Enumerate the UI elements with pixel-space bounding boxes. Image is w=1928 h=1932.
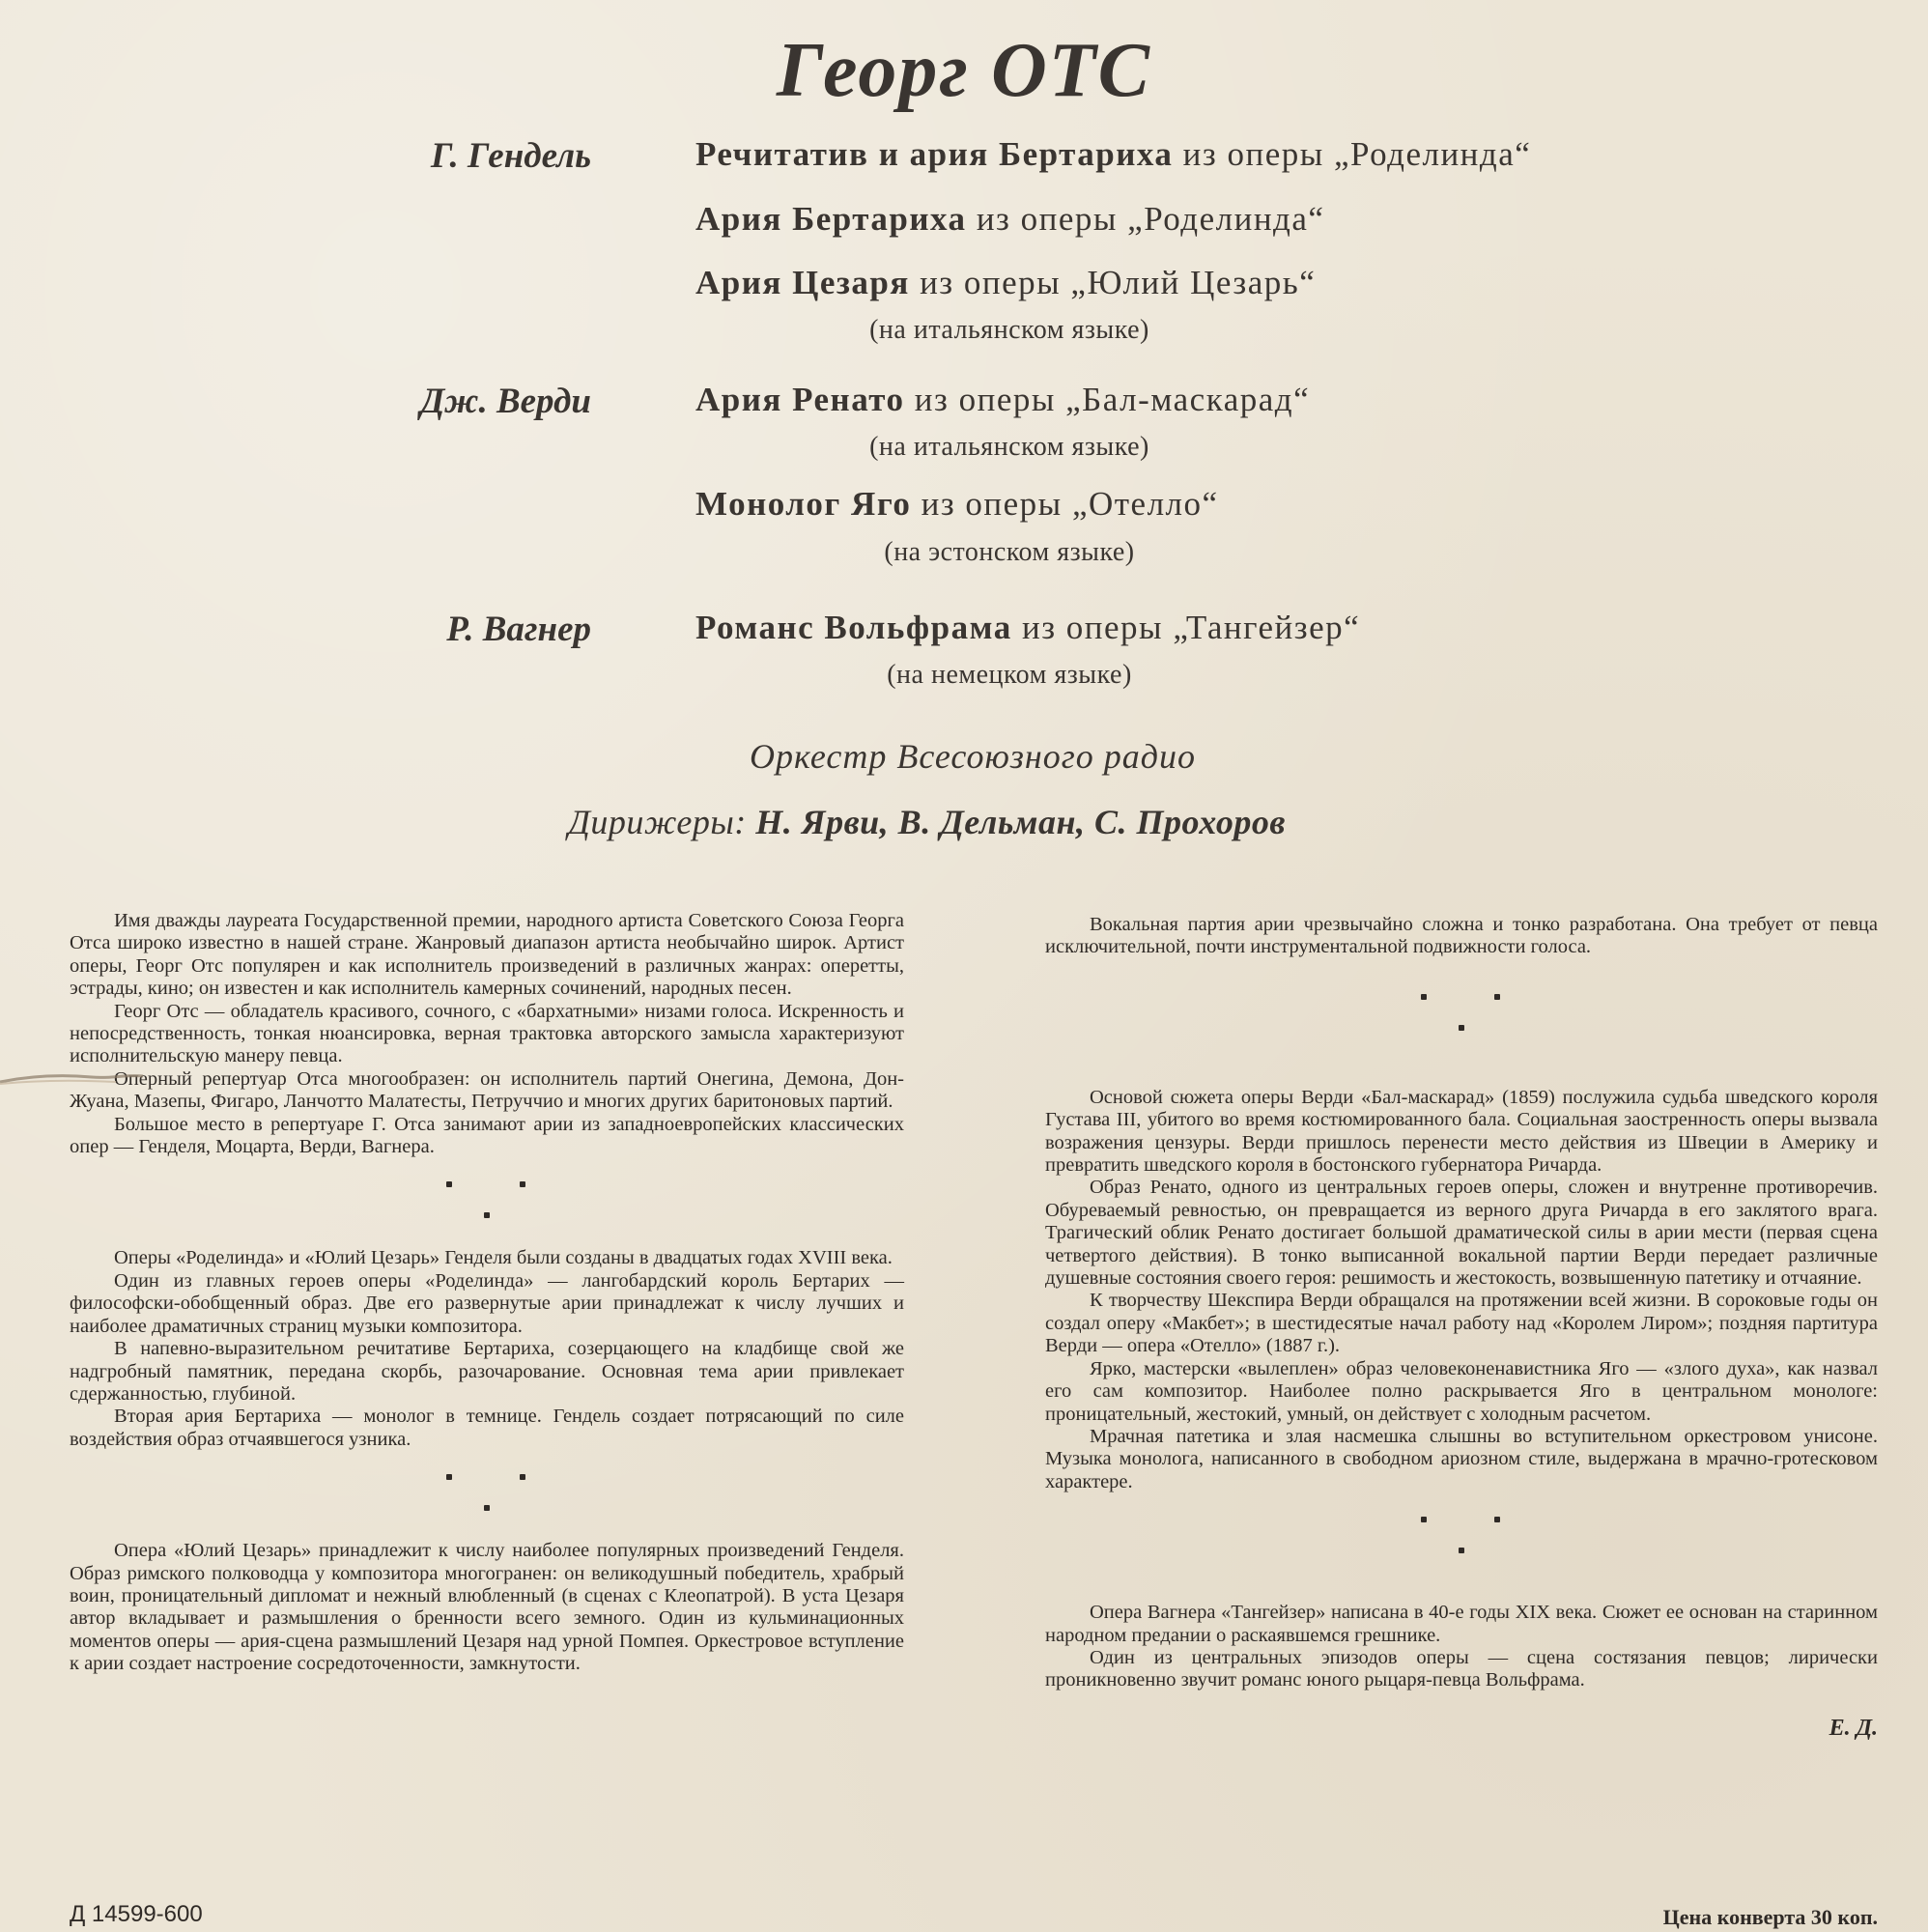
notes-paragraph: Опера Вагнера «Тангейзер» написана в 40-е годы XIX века. Сюжет ее основан на старинном народном предании о раскаявшемся грешнике. [1045, 1602, 1878, 1646]
program-row [0, 381, 1928, 427]
work-from: из оперы [976, 200, 1118, 238]
notes-paragraph: Мрачная патетика и злая насмешка слышны во вступительном оркестровом унисоне. Музыка монолога, написанного в свободном ариозном стиле, выдержана в мрачно-гротесковом характере. [1045, 1425, 1878, 1492]
notes-paragraph: Один из центральных эпизодов оперы — сцена состязания певцов; лирически проникновенно звучит романс юного рыцаря-певца Вольфрама. [1045, 1646, 1878, 1691]
conductors-credit [568, 802, 1286, 842]
program-row [0, 485, 1928, 531]
composer-name: Р. Вагнер [446, 610, 591, 649]
work-from: из оперы [921, 485, 1063, 523]
composer-name: Г. Гендель [430, 136, 591, 176]
language-note: (на итальянском языке) [869, 315, 1149, 345]
paper-tear-mark [0, 1070, 145, 1088]
aria-name: Ария Бертариха [695, 200, 967, 238]
section-separator [70, 1172, 904, 1230]
conductors-label: Дирижеры: [568, 803, 747, 841]
opera-name: „Тангейзер“ [1173, 609, 1361, 646]
language-note: (на эстонском языке) [884, 537, 1135, 567]
notes-paragraph: Опера «Юлий Цезарь» принадлежит к числу наиболее популярных произведений Генделя. Образ римского полководца у композитора многогранен: он великодушный победитель, храбрый воин, проницательный дипломат и нежный влюбленный (в сценах с Клеопатрой). В уста Цезаря автор вкладывает и размышления о бренности всего земного. Один из кульминационных моментов оперы — ария-сцена размышлений Цезаря над урной Помпея. Оркестровое вступление к арии создает настроение сосредоточенности, замкнутости. [70, 1540, 904, 1675]
section-separator [1045, 1507, 1878, 1565]
language-note: (на итальянском языке) [869, 432, 1149, 462]
aria-name: Ария Ренато [695, 381, 905, 418]
work-from: из оперы [920, 264, 1062, 301]
program-row [0, 264, 1928, 310]
notes-paragraph: Вторая ария Бертариха — монолог в темнице. Гендель создает потрясающий по силе воздействия образ отчаявшегося узника. [70, 1406, 904, 1450]
language-note: (на немецком языке) [887, 660, 1132, 690]
program-row [0, 200, 1928, 246]
aria-name: Монолог Яго [695, 485, 912, 523]
program-row [0, 135, 1928, 182]
liner-notes-right-column [1045, 914, 1878, 1740]
work-from: из оперы [1182, 135, 1324, 173]
opera-name: „Роделинда“ [1127, 200, 1325, 238]
sleeve-price: Цена конверта 30 коп. [1662, 1905, 1878, 1929]
section-separator [70, 1464, 904, 1522]
notes-paragraph: Образ Ренато, одного из центральных героев оперы, сложен и внутренне противоречив. Обуреваемый ревностью, он превращается из верного друга Ричарда в его заклятого врага. Трагический облик Ренато достигает большой драматической силы в арии мести (первая сцена четвертого действия). В тонко выписанной вокальной партии Верди передает различные душевные состояния своего героя: решимость и жестокость, возвышенную патетику и отчаяние. [1045, 1177, 1878, 1290]
work-title [695, 200, 1324, 239]
notes-paragraph: Ярко, мастерски «вылеплен» образ человеконенавистника Яго — «злого духа», как назвал его сам композитор. Наиболее полно раскрывается Яго в центральном монологе: проницательный, жестокий, умный, он действует с холодным расчетом. [1045, 1357, 1878, 1425]
program-row [0, 609, 1928, 655]
notes-paragraph: Оперный репертуар Отса многообразен: он исполнитель партий Онегина, Демона, Дон-Жуана, Мазепы, Фигаро, Ланчотто Малатесты, Петруччио и многих других баритоновых партий. [70, 1067, 904, 1113]
work-title [695, 485, 1219, 524]
notes-paragraph: Основой сюжета оперы Верди «Бал-маскарад» (1859) послужила судьба шведского короля Густава III, убитого во время костюмированного бала. Социальная заостренность оперы вызвала возражения цензуры. Верди пришлось перенести место действия из Швеции в Америку и превратить шведского короля в бостонского губернатора Ричарда. [1045, 1086, 1878, 1177]
work-from: из оперы [1021, 609, 1164, 646]
section-separator [1045, 984, 1878, 1042]
notes-paragraph: Один из главных героев оперы «Роделинда» — лангобардский король Бертарих — философски-обобщенный образ. Две его развернутые арии принадлежат к числу лучших и наиболее драматичных страниц музыки композитора. [70, 1269, 904, 1337]
work-from: из оперы [914, 381, 1056, 418]
orchestra-credit: Оркестр Всесоюзного радио [749, 737, 1197, 776]
aria-name: Речитатив и ария Бертариха [695, 135, 1174, 173]
album-title: Георг ОТС [777, 28, 1151, 113]
aria-name: Романс Вольфрама [695, 609, 1012, 646]
author-initials: Е. Д. [1829, 1715, 1878, 1741]
notes-paragraph: Имя дважды лауреата Государственной премии, народного артиста Советского Союза Георга Отса широко известно в нашей стране. Жанровый диапазон артиста необычайно широк. Артист оперы, Георг Отс популярен и как исполнитель произведений в различных жанрах: оперетты, эстрады, кино; он известен и как исполнитель камерных сочинений, народных песен. [70, 910, 904, 1000]
liner-notes-left-column [70, 910, 904, 1676]
opera-name: „Юлий Цезарь“ [1070, 264, 1317, 301]
notes-paragraph: Георг Отс — обладатель красивого, сочного, с «бархатными» низами голоса. Искренность и непосредственность, тонкая нюансировка, верная трактовка авторского замысла характеризуют исполнительскую манеру певца. [70, 1000, 904, 1067]
opera-name: „Роделинда“ [1334, 135, 1532, 173]
catalog-number: Д 14599-600 [70, 1901, 203, 1927]
notes-paragraph: К творчеству Шекспира Верди обращался на протяжении всей жизни. В сороковые годы он создал оперу «Макбет»; в шестидесятые начал работу над «Королем Лиром»; поздняя партитура Верди — опера «Отелло» (1887 г.). [1045, 1290, 1878, 1357]
composer-name: Дж. Верди [419, 382, 591, 421]
work-title [695, 135, 1531, 174]
notes-paragraph: Большое место в репертуаре Г. Отса занимают арии из западноевропейских классических опер — Генделя, Моцарта, Верди, Вагнера. [70, 1113, 904, 1158]
opera-name: „Бал-маскарад“ [1065, 381, 1311, 418]
opera-name: „Отелло“ [1071, 485, 1219, 523]
work-title [695, 381, 1310, 419]
work-title [695, 609, 1360, 647]
conductors-names: Н. Ярви, В. Дельман, С. Прохоров [755, 803, 1286, 841]
notes-paragraph: Оперы «Роделинда» и «Юлий Цезарь» Генделя были созданы в двадцатых годах XVIII века. [114, 1247, 893, 1269]
notes-paragraph: Вокальная партия арии чрезвычайно сложна и тонко разработана. Она требует от певца исключительной, почти инструментальной подвижности голоса. [1045, 914, 1878, 958]
aria-name: Ария Цезаря [695, 264, 910, 301]
work-title [695, 264, 1316, 302]
notes-paragraph: В напевно-выразительном речитативе Бертариха, созерцающего на кладбище свой же надгробный памятник, передана скорбь, разочарование. Основная тема арии привлекает сдержанностью, глубиной. [70, 1338, 904, 1405]
